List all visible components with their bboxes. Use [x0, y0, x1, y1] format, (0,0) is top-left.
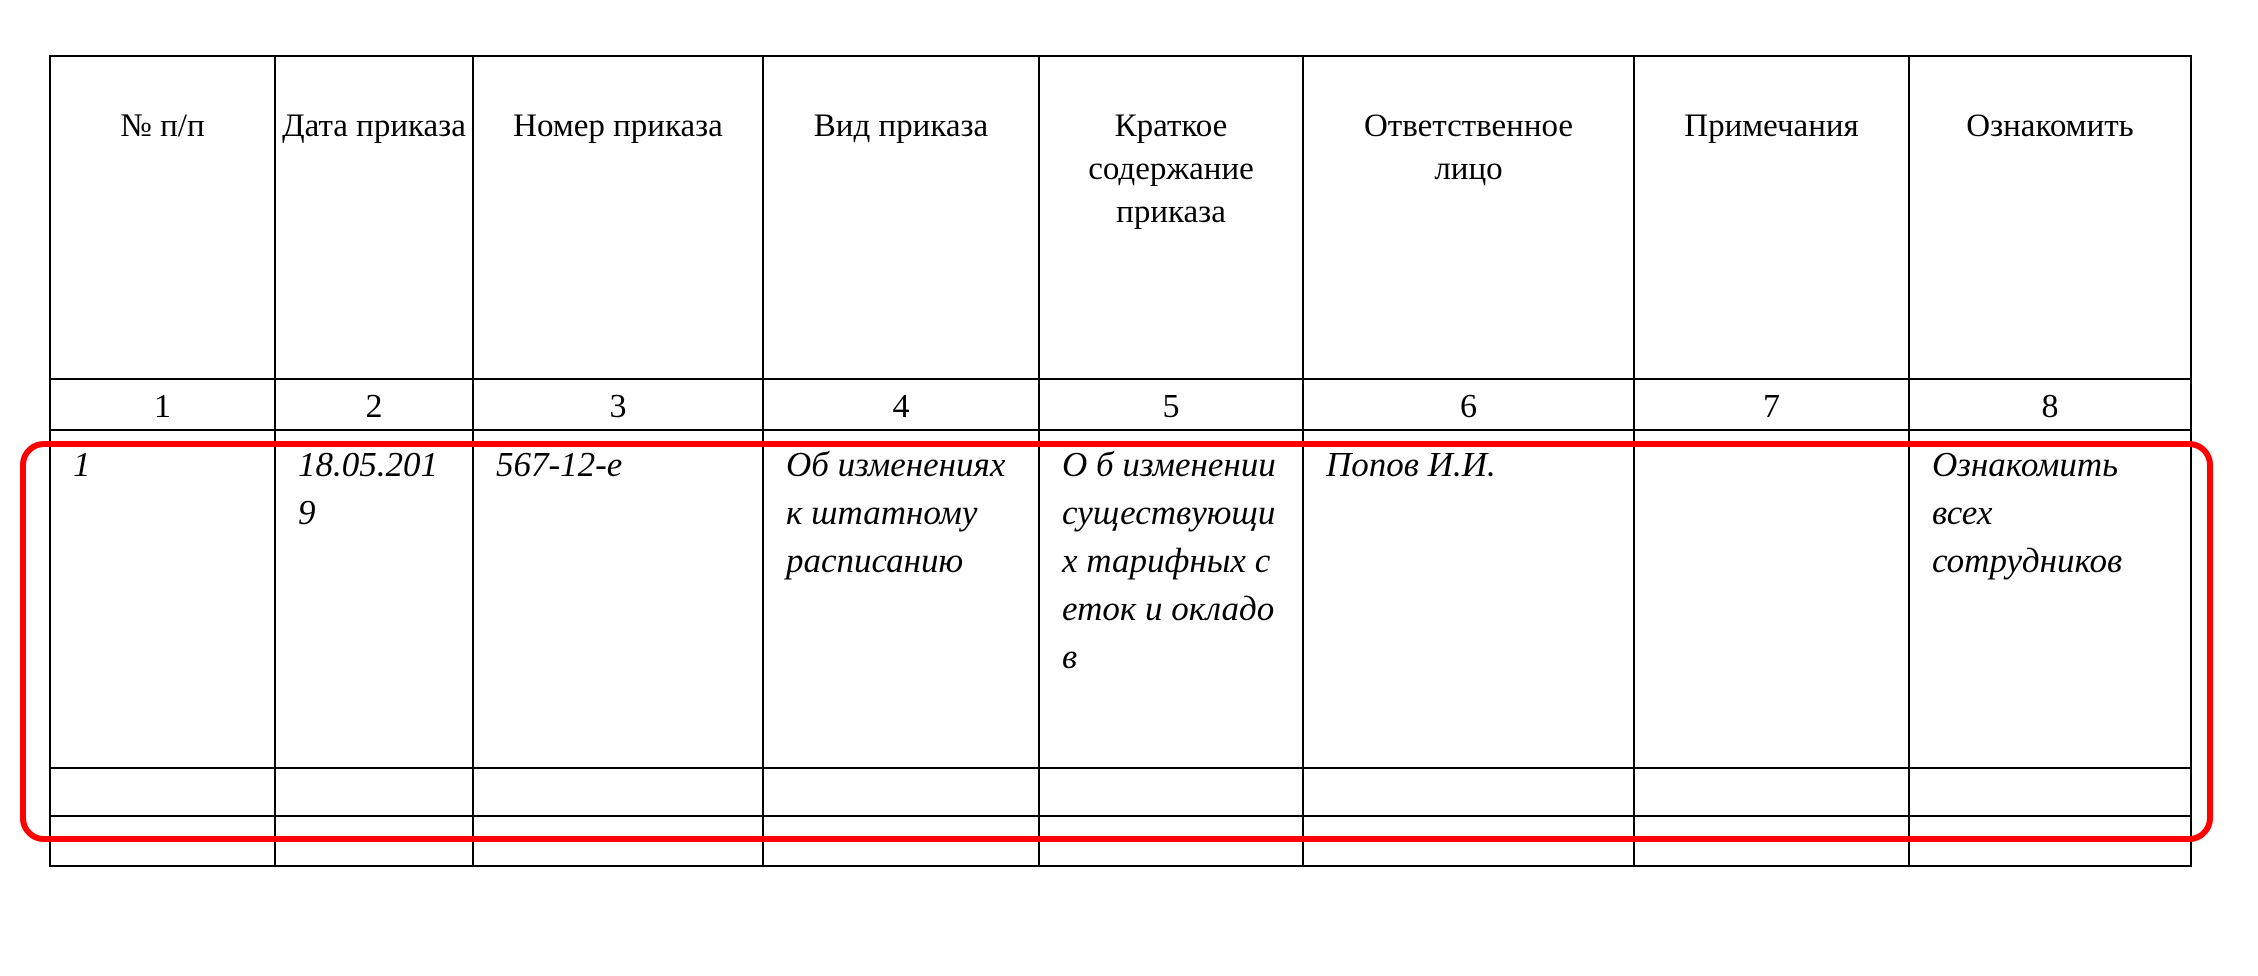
- empty-cell: [1039, 768, 1303, 816]
- cell-responsible: Попов И.И.: [1303, 430, 1634, 768]
- table-row: [50, 430, 2191, 768]
- empty-cell: [275, 816, 473, 866]
- empty-cell: [50, 816, 275, 866]
- empty-cell: [275, 768, 473, 816]
- orders-register-table: [49, 55, 2192, 867]
- column-number-row: [50, 379, 2191, 430]
- empty-row: [50, 768, 2191, 816]
- header-cell: Краткое содержание приказа: [1039, 56, 1303, 379]
- header-cell: Номер приказа: [473, 56, 763, 379]
- column-number: 2: [275, 379, 473, 430]
- cell-acquaint: Ознакомить всех сотрудников: [1909, 430, 2191, 768]
- cell-summary: О б изменении существующих тарифных сеток и окладов: [1039, 430, 1303, 768]
- header-cell: Дата приказа: [275, 56, 473, 379]
- header-cell: Ответственное лицо: [1303, 56, 1634, 379]
- column-number: 4: [763, 379, 1039, 430]
- cell-date: 18.05.2019: [275, 430, 473, 768]
- header-cell: Ознакомить: [1909, 56, 2191, 379]
- column-number: 5: [1039, 379, 1303, 430]
- empty-cell: [1303, 816, 1634, 866]
- empty-cell: [1634, 816, 1909, 866]
- empty-cell: [50, 768, 275, 816]
- empty-cell: [473, 768, 763, 816]
- column-number: 6: [1303, 379, 1634, 430]
- header-cell: Вид приказа: [763, 56, 1039, 379]
- header-cell: Примечания: [1634, 56, 1909, 379]
- header-cell: № п/п: [50, 56, 275, 379]
- column-number: 8: [1909, 379, 2191, 430]
- empty-cell: [763, 816, 1039, 866]
- header-row: [50, 56, 2191, 379]
- empty-cell: [1909, 816, 2191, 866]
- column-number: 3: [473, 379, 763, 430]
- empty-cell: [1634, 768, 1909, 816]
- empty-cell: [1909, 768, 2191, 816]
- column-number: 7: [1634, 379, 1909, 430]
- cell-order-type: Об изменениях к штатному расписанию: [763, 430, 1039, 768]
- empty-cell: [1039, 816, 1303, 866]
- cell-order-number: 567-12-е: [473, 430, 763, 768]
- cell-number: 1: [50, 430, 275, 768]
- column-number: 1: [50, 379, 275, 430]
- empty-cell: [763, 768, 1039, 816]
- cell-notes: [1634, 430, 1909, 768]
- empty-row: [50, 816, 2191, 866]
- empty-cell: [473, 816, 763, 866]
- empty-cell: [1303, 768, 1634, 816]
